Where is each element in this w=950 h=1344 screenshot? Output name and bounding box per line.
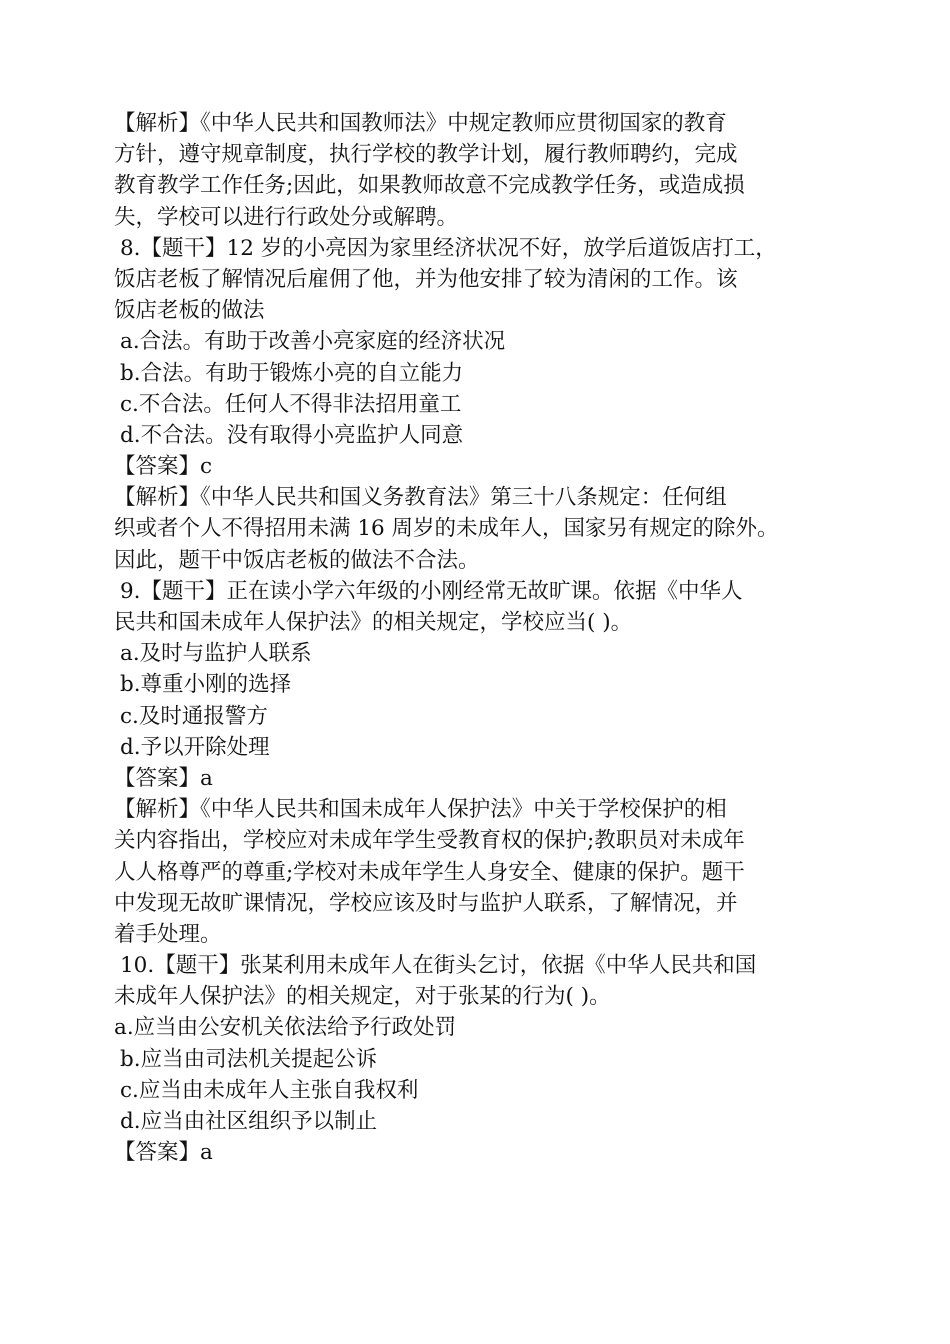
text-line: 教育教学工作任务;因此，如果教师故意不完成教学任务，或造成损: [114, 173, 745, 199]
text-line: 中发现无故旷课情况，学校应该及时与监护人联系，了解情况，并: [114, 890, 738, 916]
text-line: 关内容指出，学校应对未成年学生受教育权的保护;教职员对未成年: [114, 828, 745, 854]
text-line: 失，学校可以进行行政处分或解聘。: [114, 204, 459, 230]
option-line: b.应当由司法机关提起公诉: [120, 1046, 378, 1072]
option-line: a.及时与监护人联系: [120, 641, 312, 667]
option-line: c.不合法。任何人不得非法招用童工: [120, 391, 462, 417]
option-line: b.尊重小刚的选择: [120, 672, 292, 698]
option-line: d.不合法。没有取得小亮监护人同意: [120, 422, 464, 448]
option-line: a.合法。有助于改善小亮家庭的经济状况: [120, 329, 506, 355]
question-stem-line: 10.【题干】张某利用未成年人在街头乞讨，依据《中华人民共和国: [120, 953, 757, 979]
answer-line: 【答案】c: [114, 454, 213, 480]
text-line: 方针，遵守规章制度，执行学校的教学计划，履行教师聘约，完成: [114, 142, 738, 168]
question-stem-line: 9.【题干】正在读小学六年级的小刚经常无故旷课。依据《中华人: [120, 578, 743, 604]
text-line: 着手处理。: [114, 921, 222, 947]
question-stem-line: 8.【题干】12 岁的小亮因为家里经济状况不好，放学后道饭店打工，: [120, 235, 777, 261]
option-line: c.及时通报警方: [120, 703, 268, 729]
option-line: b.合法。有助于锻炼小亮的自立能力: [120, 360, 464, 386]
answer-line: 【答案】a: [114, 765, 213, 791]
text-line: 未成年人保护法》的相关规定，对于张某的行为( )。: [114, 984, 611, 1010]
text-line: 民共和国未成年人保护法》的相关规定，学校应当( )。: [114, 610, 633, 635]
text-line: 因此，题干中饭店老板的做法不合法。: [114, 547, 480, 573]
answer-line: 【答案】a: [114, 1140, 213, 1166]
text-line: 织或者个人不得招用未满 16 周岁的未成年人，国家另有规定的除外。: [114, 516, 779, 542]
text-line: 【解析】《中华人民共和国教师法》中规定教师应贯彻国家的教育: [114, 111, 727, 136]
option-line: d.予以开除处理: [120, 734, 270, 760]
text-line: 饭店老板的做法: [114, 298, 265, 324]
option-line: d.应当由社区组织予以制止: [120, 1109, 378, 1134]
text-line: 饭店老板了解情况后雇佣了他，并为他安排了较为清闲的工作。该: [114, 266, 738, 292]
analysis-line: 【解析】《中华人民共和国未成年人保护法》中关于学校保护的相: [114, 797, 727, 823]
analysis-line: 【解析】《中华人民共和国义务教育法》第三十八条规定：任何组: [114, 485, 727, 511]
option-line: a.应当由公安机关依法给予行政处罚: [114, 1015, 457, 1041]
option-line: c.应当由未成年人主张自我权利: [120, 1077, 419, 1103]
text-line: 人人格尊严的尊重;学校对未成年学生人身安全、健康的保护。题干: [114, 859, 745, 885]
